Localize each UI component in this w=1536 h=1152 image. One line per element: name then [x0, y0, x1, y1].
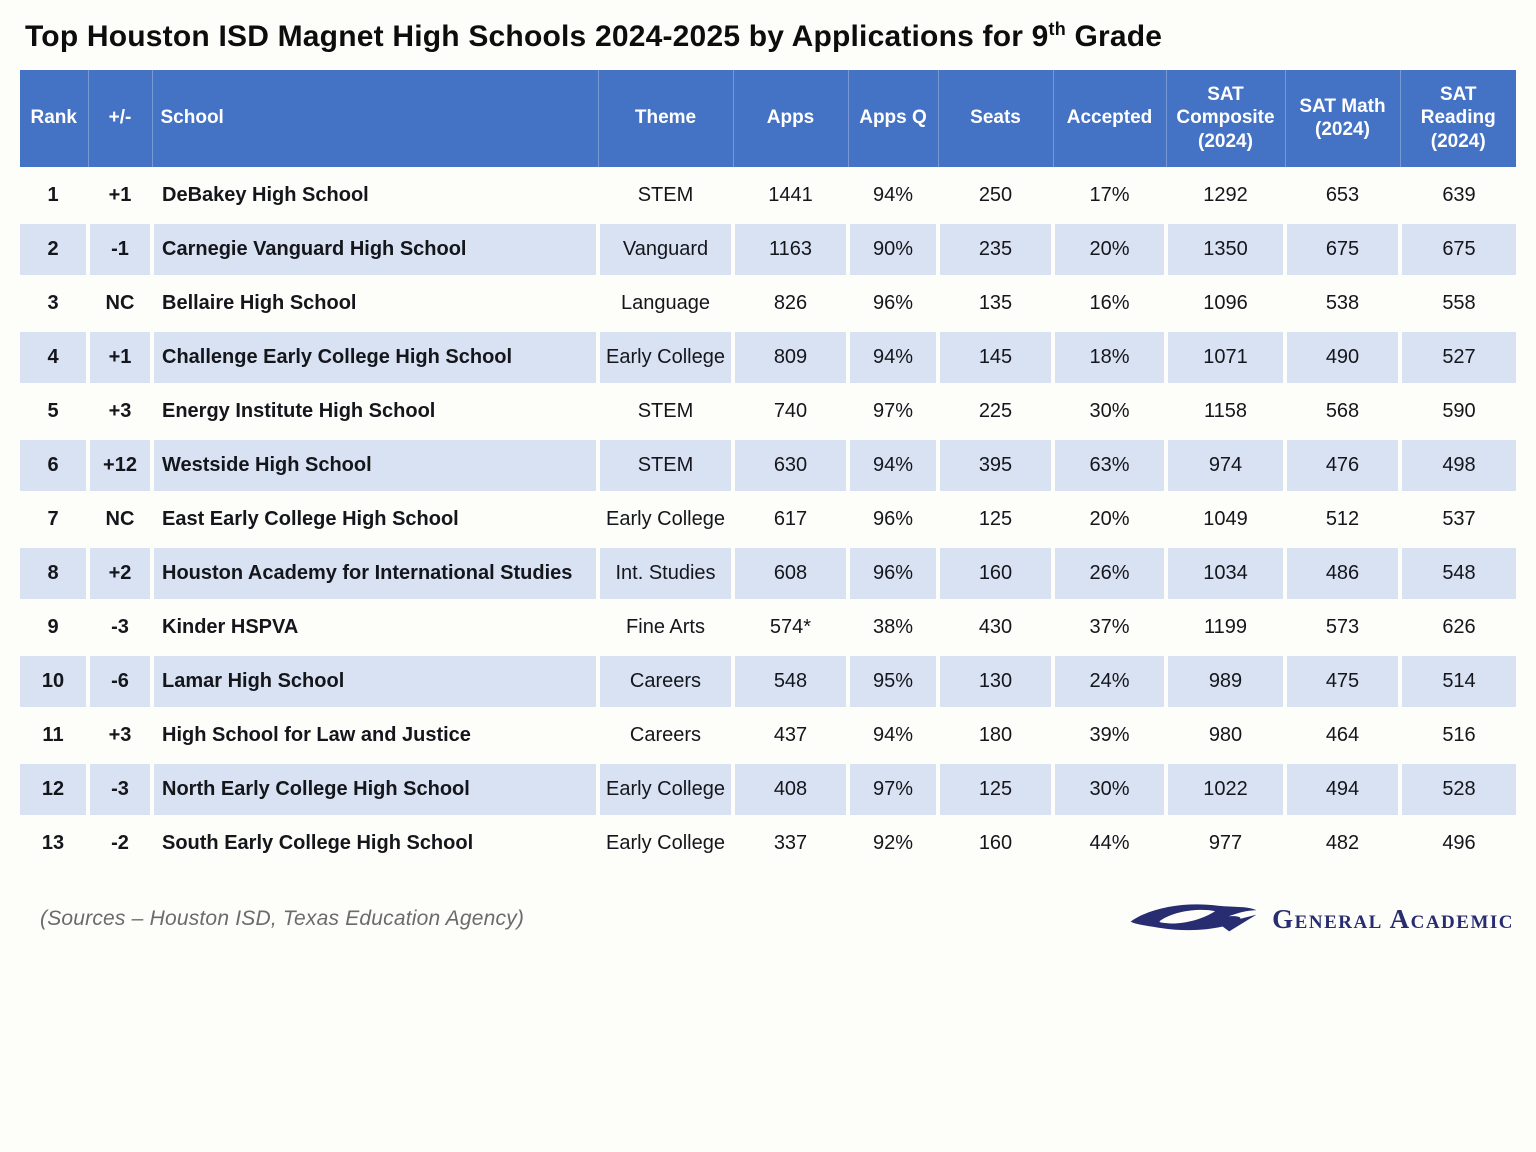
school-cell: Energy Institute High School [152, 384, 598, 438]
sat-reading-cell: 498 [1400, 438, 1516, 492]
sat-math-cell: 482 [1285, 816, 1400, 870]
seats-cell: 125 [938, 492, 1053, 546]
apps-q-cell: 96% [848, 492, 938, 546]
apps-cell: 574* [733, 600, 848, 654]
apps-q-cell: 90% [848, 222, 938, 276]
apps-q-cell: 94% [848, 168, 938, 222]
sat-reading-cell: 558 [1400, 276, 1516, 330]
seats-cell: 135 [938, 276, 1053, 330]
table-row [20, 276, 1516, 330]
school-cell: Kinder HSPVA [152, 600, 598, 654]
school-cell: Bellaire High School [152, 276, 598, 330]
sat-math-cell: 653 [1285, 168, 1400, 222]
change-cell: -3 [88, 600, 152, 654]
seats-cell: 430 [938, 600, 1053, 654]
theme-cell: Careers [598, 654, 733, 708]
accepted-cell: 39% [1053, 708, 1166, 762]
school-cell: Houston Academy for International Studies [152, 546, 598, 600]
change-cell: NC [88, 492, 152, 546]
page-title-superscript: th [1048, 19, 1066, 39]
theme-cell: STEM [598, 384, 733, 438]
theme-cell: Careers [598, 708, 733, 762]
accepted-cell: 63% [1053, 438, 1166, 492]
col-header-sat-composite: SAT Composite (2024) [1166, 70, 1285, 168]
sat-composite-cell: 1022 [1166, 762, 1285, 816]
apps-cell: 1163 [733, 222, 848, 276]
change-cell: -3 [88, 762, 152, 816]
apps-q-cell: 96% [848, 546, 938, 600]
seats-cell: 225 [938, 384, 1053, 438]
theme-cell: STEM [598, 438, 733, 492]
magnet-schools-table [20, 70, 1516, 870]
apps-cell: 437 [733, 708, 848, 762]
rank-cell: 11 [20, 708, 88, 762]
rank-cell: 2 [20, 222, 88, 276]
table-row [20, 168, 1516, 222]
sat-reading-cell: 639 [1400, 168, 1516, 222]
sat-composite-cell: 1158 [1166, 384, 1285, 438]
col-header-sat-math: SAT Math (2024) [1285, 70, 1400, 168]
sat-composite-cell: 989 [1166, 654, 1285, 708]
source-note: (Sources – Houston ISD, Texas Education Agency) [40, 907, 525, 930]
sat-math-cell: 675 [1285, 222, 1400, 276]
table-row [20, 222, 1516, 276]
seats-cell: 145 [938, 330, 1053, 384]
sat-composite-cell: 1199 [1166, 600, 1285, 654]
col-header-accepted: Accepted [1053, 70, 1166, 168]
sat-reading-cell: 516 [1400, 708, 1516, 762]
rank-cell: 12 [20, 762, 88, 816]
change-cell: +1 [88, 330, 152, 384]
col-header-sat-reading: SAT Reading (2024) [1400, 70, 1516, 168]
sat-reading-cell: 675 [1400, 222, 1516, 276]
rank-cell: 4 [20, 330, 88, 384]
table-row [20, 762, 1516, 816]
sat-reading-cell: 514 [1400, 654, 1516, 708]
change-cell: +12 [88, 438, 152, 492]
sat-composite-cell: 1049 [1166, 492, 1285, 546]
theme-cell: Early College [598, 816, 733, 870]
apps-cell: 337 [733, 816, 848, 870]
rank-cell: 1 [20, 168, 88, 222]
sat-reading-cell: 496 [1400, 816, 1516, 870]
page-title-main: Top Houston ISD Magnet High Schools 2024-2025 by Applications for 9 [25, 20, 1049, 53]
rank-cell: 8 [20, 546, 88, 600]
sat-reading-cell: 590 [1400, 384, 1516, 438]
table-row [20, 438, 1516, 492]
table-row [20, 816, 1516, 870]
theme-cell: Int. Studies [598, 546, 733, 600]
theme-cell: Early College [598, 492, 733, 546]
accepted-cell: 30% [1053, 762, 1166, 816]
apps-q-cell: 92% [848, 816, 938, 870]
sat-composite-cell: 1034 [1166, 546, 1285, 600]
sat-math-cell: 464 [1285, 708, 1400, 762]
accepted-cell: 18% [1053, 330, 1166, 384]
sat-composite-cell: 977 [1166, 816, 1285, 870]
sat-math-cell: 512 [1285, 492, 1400, 546]
seats-cell: 160 [938, 546, 1053, 600]
apps-q-cell: 38% [848, 600, 938, 654]
apps-q-cell: 96% [848, 276, 938, 330]
seats-cell: 180 [938, 708, 1053, 762]
rank-cell: 6 [20, 438, 88, 492]
footer [0, 896, 1536, 942]
school-cell: North Early College High School [152, 762, 598, 816]
seats-cell: 160 [938, 816, 1053, 870]
apps-cell: 630 [733, 438, 848, 492]
col-header-apps: Apps [733, 70, 848, 168]
school-cell: East Early College High School [152, 492, 598, 546]
page-title [0, 0, 1536, 54]
swoosh-icon [1128, 896, 1260, 942]
theme-cell: Early College [598, 330, 733, 384]
sat-math-cell: 573 [1285, 600, 1400, 654]
sat-composite-cell: 1096 [1166, 276, 1285, 330]
school-cell: High School for Law and Justice [152, 708, 598, 762]
table-row [20, 492, 1516, 546]
seats-cell: 130 [938, 654, 1053, 708]
theme-cell: Language [598, 276, 733, 330]
sat-math-cell: 490 [1285, 330, 1400, 384]
change-cell: -1 [88, 222, 152, 276]
rank-cell: 13 [20, 816, 88, 870]
apps-cell: 1441 [733, 168, 848, 222]
apps-cell: 408 [733, 762, 848, 816]
apps-cell: 809 [733, 330, 848, 384]
school-cell: DeBakey High School [152, 168, 598, 222]
sat-math-cell: 486 [1285, 546, 1400, 600]
accepted-cell: 44% [1053, 816, 1166, 870]
apps-q-cell: 95% [848, 654, 938, 708]
col-header-theme: Theme [598, 70, 733, 168]
apps-q-cell: 97% [848, 762, 938, 816]
sat-math-cell: 475 [1285, 654, 1400, 708]
theme-cell: STEM [598, 168, 733, 222]
change-cell: -2 [88, 816, 152, 870]
accepted-cell: 30% [1053, 384, 1166, 438]
sat-composite-cell: 980 [1166, 708, 1285, 762]
change-cell: NC [88, 276, 152, 330]
table-header [20, 70, 1516, 168]
school-cell: Westside High School [152, 438, 598, 492]
sat-math-cell: 568 [1285, 384, 1400, 438]
accepted-cell: 20% [1053, 492, 1166, 546]
apps-cell: 826 [733, 276, 848, 330]
sat-composite-cell: 974 [1166, 438, 1285, 492]
rank-cell: 3 [20, 276, 88, 330]
rank-cell: 5 [20, 384, 88, 438]
sat-math-cell: 538 [1285, 276, 1400, 330]
page-title-tail: Grade [1065, 20, 1163, 53]
sat-reading-cell: 527 [1400, 330, 1516, 384]
change-cell: +2 [88, 546, 152, 600]
sat-reading-cell: 626 [1400, 600, 1516, 654]
col-header-apps-q: Apps Q [848, 70, 938, 168]
table-row [20, 708, 1516, 762]
apps-q-cell: 97% [848, 384, 938, 438]
logo-text: General Academic [1272, 903, 1514, 934]
accepted-cell: 16% [1053, 276, 1166, 330]
sat-math-cell: 476 [1285, 438, 1400, 492]
seats-cell: 250 [938, 168, 1053, 222]
school-cell: Carnegie Vanguard High School [152, 222, 598, 276]
seats-cell: 235 [938, 222, 1053, 276]
change-cell: +3 [88, 708, 152, 762]
apps-cell: 608 [733, 546, 848, 600]
school-cell: Lamar High School [152, 654, 598, 708]
theme-cell: Fine Arts [598, 600, 733, 654]
apps-cell: 740 [733, 384, 848, 438]
seats-cell: 395 [938, 438, 1053, 492]
apps-q-cell: 94% [848, 438, 938, 492]
rank-cell: 10 [20, 654, 88, 708]
change-cell: +3 [88, 384, 152, 438]
apps-cell: 548 [733, 654, 848, 708]
col-header-seats: Seats [938, 70, 1053, 168]
rank-cell: 9 [20, 600, 88, 654]
school-cell: South Early College High School [152, 816, 598, 870]
accepted-cell: 17% [1053, 168, 1166, 222]
table-header-row [20, 70, 1516, 168]
col-header-school: School [152, 70, 598, 168]
accepted-cell: 20% [1053, 222, 1166, 276]
accepted-cell: 37% [1053, 600, 1166, 654]
sat-reading-cell: 528 [1400, 762, 1516, 816]
accepted-cell: 26% [1053, 546, 1166, 600]
table-row [20, 330, 1516, 384]
theme-cell: Early College [598, 762, 733, 816]
apps-q-cell: 94% [848, 708, 938, 762]
general-academic-logo [1128, 896, 1514, 942]
col-header-change: +/- [88, 70, 152, 168]
apps-q-cell: 94% [848, 330, 938, 384]
sat-math-cell: 494 [1285, 762, 1400, 816]
sat-composite-cell: 1292 [1166, 168, 1285, 222]
col-header-rank: Rank [20, 70, 88, 168]
apps-cell: 617 [733, 492, 848, 546]
sat-reading-cell: 537 [1400, 492, 1516, 546]
sat-composite-cell: 1071 [1166, 330, 1285, 384]
table-row [20, 654, 1516, 708]
change-cell: -6 [88, 654, 152, 708]
seats-cell: 125 [938, 762, 1053, 816]
school-cell: Challenge Early College High School [152, 330, 598, 384]
rank-cell: 7 [20, 492, 88, 546]
table-row [20, 546, 1516, 600]
sat-composite-cell: 1350 [1166, 222, 1285, 276]
accepted-cell: 24% [1053, 654, 1166, 708]
theme-cell: Vanguard [598, 222, 733, 276]
table-body [20, 168, 1516, 870]
table-row [20, 600, 1516, 654]
change-cell: +1 [88, 168, 152, 222]
table-row [20, 384, 1516, 438]
sat-reading-cell: 548 [1400, 546, 1516, 600]
